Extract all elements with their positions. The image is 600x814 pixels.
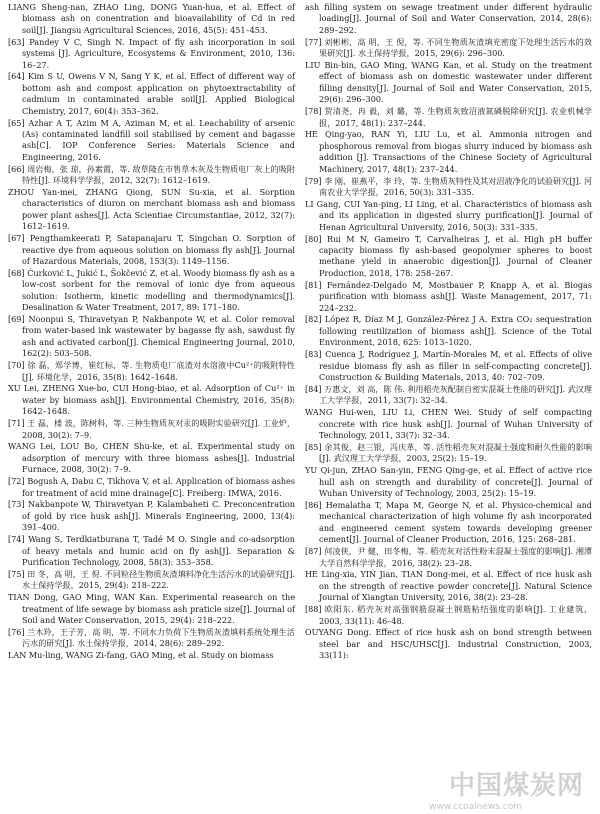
reference-column-left — [8, 2, 295, 814]
reference-entry: XU Lei, ZHENG Xue-bo, CUI Hong-biao, et al. Adsorption of Cu²⁺ in water by biomass ash[J]. Environmental Chemistry, 2016, 35(8): 1642–1648. — [8, 383, 295, 417]
reference-entry: [88] 欧阳东. 稻壳灰对高强钢筋混凝土钢筋粘结强度的影响[J]. 工业建筑，2003, 33(11): 46–48. — [305, 604, 592, 626]
reference-entry: HE Qing-yao, RAN Yi, LIU Lu, et al. Ammonia nitrogen and phosphorous removal from biogas slurry induced by biomass ash addition [J]. Transactions of the Chinese Society of Agricultural Machinery, 2017, 48(1): 237–244. — [305, 129, 592, 174]
reference-entry: [65] Azhar A T, Azim M A, Aziman M, et al. Leachability of arsenic (As) contaminated landfill soil stabilised by cement and bagasse ash[C]. IOP Conference Series: Materials Science and Engineering, 2016. — [8, 117, 295, 162]
watermark-logo: 中国煤炭网 — [448, 771, 584, 801]
reference-entry: [86] Hemalatha T, Mapa M, George N, et al. Physico-chemical and mechanical characterization of high volume fly ash incorporated and engineered cement system towards developing greener cement[J]. Journal of Cleaner Production, 2016, 125: 268–281. — [305, 499, 592, 545]
reference-entry: OUYANG Dong. Effect of rice husk ash on bond strength between steel bar and HSC/UHSC[J]. Industrial Construction, 2003, 33(11): — [305, 627, 592, 661]
reference-entry: WANG Hui-wen, LIU Li, CHEN Wei. Study of self compacting concrete with rice husk ash[J]. Journal of Wuhan University of Technology, 2011, 33(7): 32–34. — [305, 407, 592, 441]
reference-entry: [73] Nakbanpote W, Thiravetyan P, Kalambaheti C. Preconcentration of gold by rice husk ash[J]. Minerals Engineering, 2000, 13(4): 391–400. — [8, 499, 295, 533]
reference-entry: [87] 何凌侠，尹 健，田冬梅，等. 稻壳灰对活性粉末混凝土强度的影响[J]. 湘潭大学自然科学学报，2016, 38(2): 23–28. — [305, 546, 592, 568]
reference-entry: [74] Wang S, Terdkiatburana T, Tadé M O. Single and co-adsorption of heavy metals and humic acid on fly ash[J]. Separation & Purification Technology, 2008, 58(3): 353–358. — [8, 534, 295, 567]
reference-entry: [71] 王 磊，楼 波，陈树科，等. 三种生物质灰对汞的吸附实验研究[J]. 工业炉，2008, 30(2): 7–9. — [8, 418, 295, 440]
reference-entry: [78] 贺清尧，冉 毅，刘 璐，等. 生物质灰致沼液氮磷脱除研究[J]. 农业机械学报，2017, 48(1): 237–244. — [305, 106, 592, 128]
reference-column-right — [305, 2, 592, 814]
reference-entry: YU Qi-jun, ZHAO San-yin, FENG Qing-ge, et al. Effect of active rice hull ash on strength and durability of concrete[J]. Journal of Wuhan University of Technology, 2003, 25(2): 15–19. — [305, 465, 592, 499]
reference-entry: [77] 刘彬彬，高 明，王 倪，等. 不同生物质灰渣填充密度下处理生活污水的效果研究[J]. 水土保持学报，2015, 29(6): 296–300. — [305, 36, 592, 59]
reference-entry: LAN Mu-ling, WANG Zi-fang, GAO Ming, et al. Study on biomass — [8, 650, 274, 661]
reference-entry: [76] 兰木羚，王子芳，高 明，等. 不同水力负荷下生物质灰渣填料系统处理生活污水的研究[J]. 水土保持学报，2014, 28(6): 289–292. — [8, 626, 295, 649]
reference-entry: LIU Bin-bin, GAO Ming, WANG Kan, et al. Study on the treatment effect of biomass ash on domestic wastewater under different filling density[J]. Journal of Soil and Water Conservation, 2015, 29(6): 296–300. — [305, 60, 592, 105]
reference-entry: [70] 徐 磊，郑学博，崔红标，等. 生物质电厂底渣对水溶液中Cu²⁺的吸附特性[J]. 环境化学，2016, 35(8): 1642–1648. — [8, 360, 295, 382]
reference-entry: [72] Bogush A, Dabu C, Tikhova V, et al. Application of biomass ashes for treatment of acid mine drainage[C]. Freiberg: IMWA, 2016. — [8, 476, 295, 498]
reference-entry: [66] 周岩梅，张 琼，孙素霞，等. 敌草隆在市售草木灰及生物质电厂灰上的吸附特性[J]. 环境科学学报，2012, 32(7): 1612–1619. — [8, 163, 295, 186]
reference-entry: [85] 余其俊，赵三银，冯庆革，等. 活性稻壳灰对混凝土强度和耐久性能的影响[J]. 武汉理工大学学报，2003, 25(2): 15–19. — [305, 441, 592, 464]
reference-entry: ash filling system on sewage treatment under different hydraulic loading[J]. Journal of Soil and Water Conservation, 2014, 28(6): 289–292. — [305, 2, 592, 35]
reference-entry: ZHOU Yan-mei, ZHANG Qiong, SUN Su-xia, et al. Sorption characteristics of diuron on merchant biomass ash and biomass power plant ashes[J]. Acta Scientiae Circumstantiae, 2012, 32(7): 1612–1619. — [8, 187, 295, 232]
reference-entry: [64] Kim S U, Owens V N, Sang Y K, et al. Effect of different way of bottom ash and compost application on phytoextractability of cadmium in contaminated arable soil[J]. Applied Biological Chemistry, 2017, 60(4): 353–362. — [8, 71, 295, 116]
reference-entry: [81] Fernández-Delgado M, Mostbauer P, Knapp A, et al. Biogas purification with biomass ash[J]. Waste Management, 2017, 71: 224–232. — [305, 279, 592, 313]
reference-entry: [69] Noonpui S, Thiravetyan P, Nakbanpote W, et al. Color removal from water-based ink wastewater by bagasse fly ash, sawdust fly ash and activated carbon[J]. Chemical Engineering Journal, 2010, 162(2): 503–508. — [8, 313, 295, 359]
reference-entry: LI Gang, CUI Yan-ping, LI Ling, et al. Characteristics of biomass ash and its application in digested slurry purification[J]. Journal of Henan Agricultural University, 2016, 50(3): 331–335. — [305, 198, 592, 232]
watermark-url: www.ccoalnews.com — [429, 802, 522, 812]
reference-entry: [84] 万惠文，刘 高，陈 伟. 利用稻壳灰配制自密实混凝土性能的研究[J]. 武汉理工大学学报，2011, 33(7): 32–34. — [305, 383, 592, 406]
reference-entry: TIAN Dong, GAO Ming, WAN Kan. Experimental reasearch on the treatment of life sewage by biomass ash praticle size[J]. Journal of Soil and Water Conservation, 2015, 29(4): 218–222. — [8, 592, 295, 626]
reference-entry: [67] Pengthamkeerati P, Satapanajaru T, Singchan O. Sorption of reactive dye from aqueous solution on biomass fly ash[J]. Journal of Hazardous Materials, 2008, 153(3): 1149–1156. — [8, 233, 295, 266]
reference-entry: HE Ling-xia, YIN Jian, TIAN Dong-mei, et al. Effect of rice husk ash on the strength of reactive powder concrete[J]. Natural Science Journal of Xiangtan University, 2016, 38(2): 23–28. — [305, 569, 592, 603]
reference-entry: [79] 李 刚，崔燕平，李 玲，等. 生物质灰特性及其对沼液净化的试验研究[J]. 河南农业大学学报，2016, 50(3): 331–335. — [305, 175, 592, 197]
reference-entry: [68] Ćurković L, Jukić L, Šokčević Z, et al. Woody biomass fly ash as a low-cost sorbent for the removal of ionic dye from aqueous solution: Isotherm, kinetic modelling and thermodynamics[J]. Desalination & Water Treatment, 2017, 89: 171–180. — [8, 267, 295, 313]
reference-entry: [63] Pandey V C, Singh N. Impact of fly ash incorporation in soil systems [J]. Agriculture, Ecosystems & Environment, 2010, 136: 16–27. — [8, 36, 295, 70]
reference-entry: [83] Cuenca J, Rodríguez J, Martín-Morales M, et al. Effects of olive residue biomass fly ash as filler in self-compacting concrete[J]. Construction & Building Materials, 2013, 40: 702–709. — [305, 349, 592, 382]
reference-entry: [82] López R, Díaz M J, González-Pérez J A. Extra CO₂ sequestration following reutilization of biomass ash[J]. Science of the Total Environment, 2018, 625: 1013–1020. — [305, 314, 592, 348]
reference-entry: [80] Rui M N, Gameiro T, Carvalheiras J, et al. High pH buffer capacity biomass fly ash-based geopolymer spheres to boost methane yield in anaerobic digestion[J]. Journal of Cleaner Production, 2018, 178: 258–267. — [305, 233, 592, 278]
reference-entry: WANG Lei, LOU Bo, CHEN Shu-ke, et al. Experimental study on adsorption of mercury with three biomass ashes[J]. Industrial Furnace, 2008, 30(2): 7–9. — [8, 441, 295, 475]
reference-entry: [75] 田 冬，高 明，王 倪. 不同粒径生物质灰渣填料净化生活污水的试验研究[J]. 水土保持学报，2015, 29(4): 218–222. — [8, 568, 295, 591]
reference-entry: LIANG Sheng-nan, ZHAO Ling, DONG Yuan-hua, et al. Effect of biomass ash on conentration and bioavailability of Cd in red soil[J]. Jiangsu Agricultural Sciences, 2016, 45(5): 451–453. — [8, 2, 295, 35]
